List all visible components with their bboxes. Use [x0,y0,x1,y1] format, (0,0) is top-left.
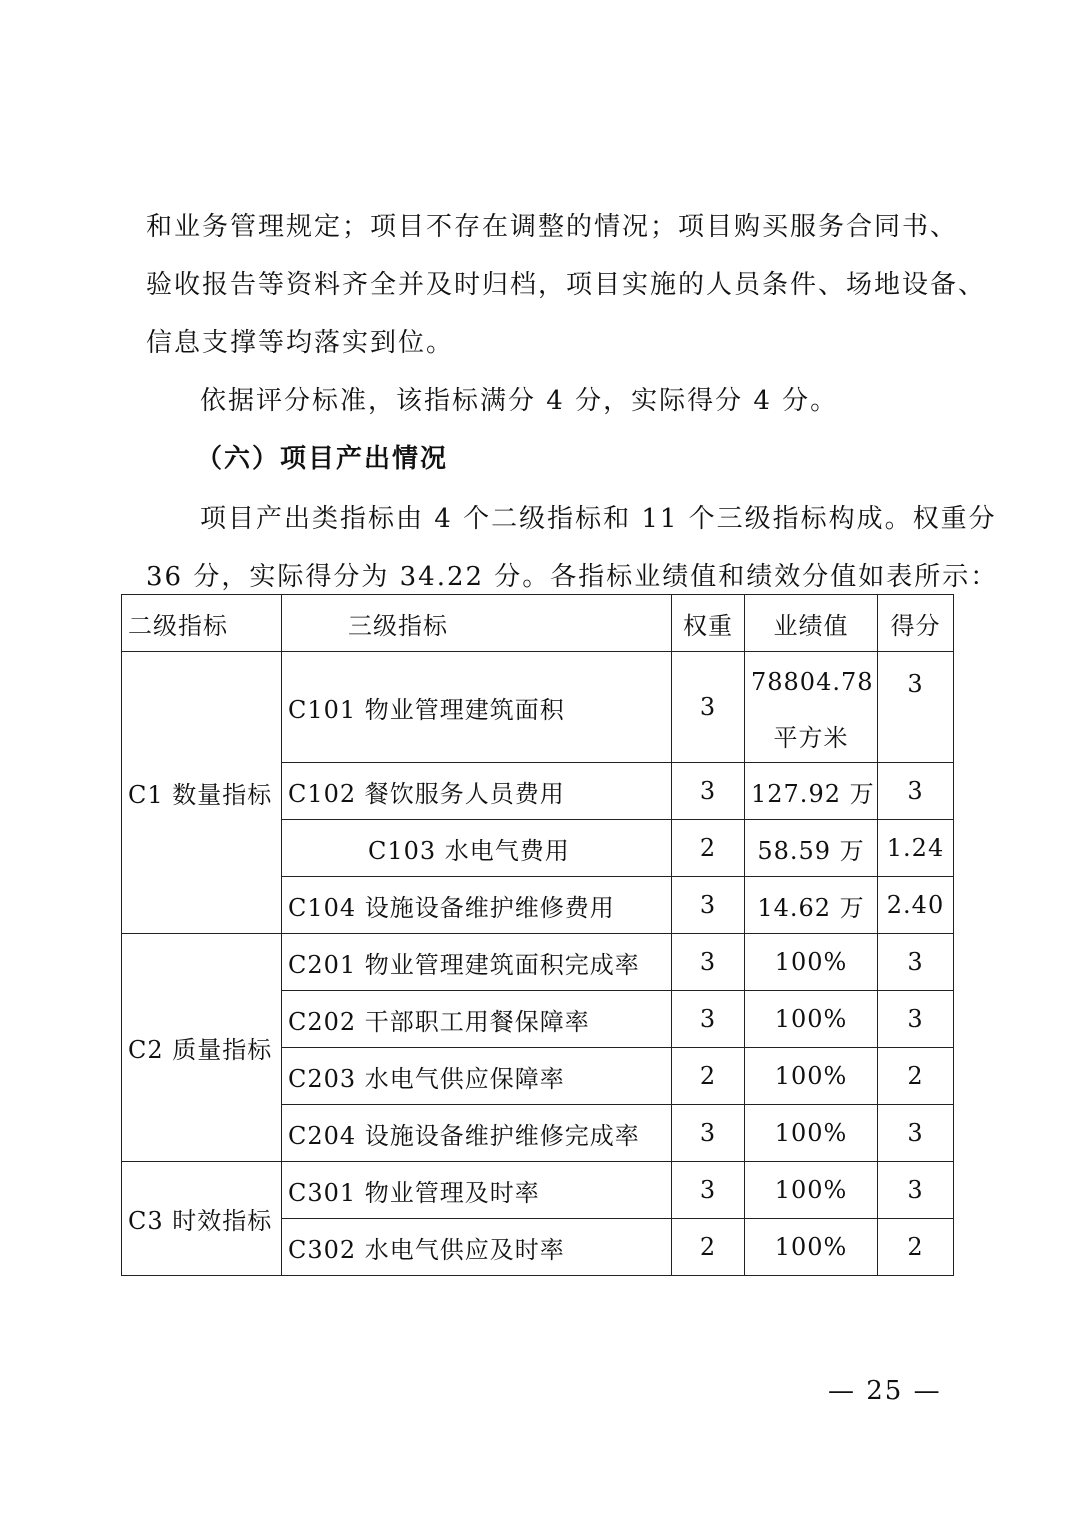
weight-cell: 3 [672,763,745,820]
table-row [122,1162,954,1219]
intro-line-2: 36 分，实际得分为 34.22 分。各指标业绩值和绩效分值如表所示： [146,562,999,592]
indicator-cell: C204 设施设备维护维修完成率 [282,1105,672,1162]
paragraph-score-note: 依据评分标准，该指标满分 4 分，实际得分 4 分。 [200,386,839,416]
weight-cell: 3 [672,877,745,934]
indicator-cell: C102 餐饮服务人员费用 [282,763,672,820]
table-row [122,652,954,763]
value-cell: 100% [745,1105,878,1162]
header-score: 得分 [878,595,954,652]
section-heading: （六）项目产出情况 [196,444,449,474]
value-cell: 14.62 万 [745,877,878,934]
score-cell: 3 [878,1105,954,1162]
weight-cell: 3 [672,991,745,1048]
score-cell: 3 [878,991,954,1048]
paragraph-line-3: 信息支撑等均落实到位。 [146,328,455,358]
score-cell: 3 [878,652,954,763]
weight-cell: 3 [672,1162,745,1219]
score-cell: 2.40 [878,877,954,934]
value-cell: 100% [745,991,878,1048]
score-cell: 2 [878,1048,954,1105]
value-cell: 58.59 万 [745,820,878,877]
indicator-cell: C103 水电气费用 [282,820,672,877]
weight-cell: 3 [672,652,745,763]
indicator-cell: C202 干部职工用餐保障率 [282,991,672,1048]
indicator-cell: C104 设施设备维护维修费用 [282,877,672,934]
group-name-c2: C2 质量指标 [122,934,282,1162]
indicator-cell: C101 物业管理建筑面积 [282,652,672,763]
weight-cell: 3 [672,934,745,991]
value-cell: 100% [745,1048,878,1105]
value-cell: 100% [745,1162,878,1219]
score-cell: 3 [878,763,954,820]
indicator-cell: C203 水电气供应保障率 [282,1048,672,1105]
table-header-row [122,595,954,652]
indicator-cell: C201 物业管理建筑面积完成率 [282,934,672,991]
score-cell: 3 [878,934,954,991]
value-line-1: 78804.78 [751,667,874,696]
paragraph-line-1: 和业务管理规定；项目不存在调整的情况；项目购买服务合同书、 [146,212,959,242]
header-level3: 三级指标 [282,595,672,652]
weight-cell: 2 [672,1048,745,1105]
header-value: 业绩值 [745,595,878,652]
value-cell: 127.92 万 [745,763,878,820]
header-level2: 二级指标 [122,595,282,652]
score-cell: 2 [878,1219,954,1276]
value-cell [745,652,878,763]
paragraph-line-2: 验收报告等资料齐全并及时归档，项目实施的人员条件、场地设备、 [146,270,987,300]
value-line-2: 平方米 [773,723,849,752]
table-row [122,934,954,991]
header-weight: 权重 [672,595,745,652]
weight-cell: 3 [672,1105,745,1162]
group-name-c3: C3 时效指标 [122,1162,282,1276]
group-name-c1: C1 数量指标 [122,652,282,934]
indicators-table [121,594,954,1276]
indicator-cell: C301 物业管理及时率 [282,1162,672,1219]
score-cell: 3 [878,1162,954,1219]
value-cell: 100% [745,934,878,991]
page-number: — 25 — [828,1376,942,1406]
indicator-cell: C302 水电气供应及时率 [282,1219,672,1276]
weight-cell: 2 [672,820,745,877]
intro-line-1: 项目产出类指标由 4 个二级指标和 11 个三级指标构成。权重分 [200,504,997,534]
score-cell: 1.24 [878,820,954,877]
weight-cell: 2 [672,1219,745,1276]
value-cell: 100% [745,1219,878,1276]
